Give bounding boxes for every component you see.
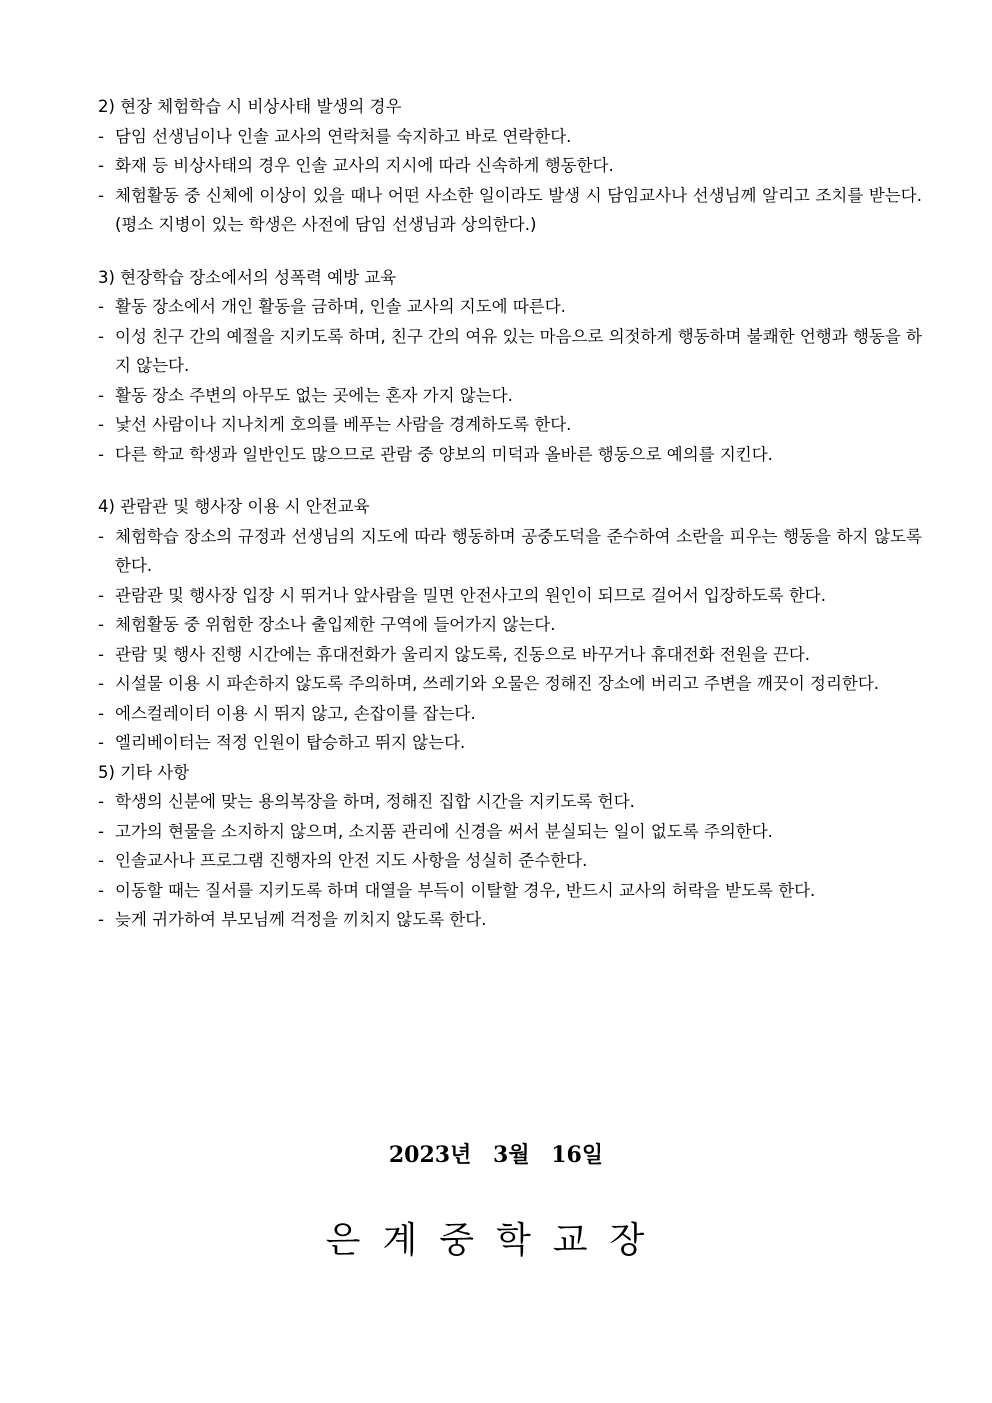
list-item: - 늦게 귀가하여 부모님께 걱정을 끼치지 않도록 한다. <box>96 905 922 935</box>
list-item: - 고가의 현물을 소지하지 않으며, 소지품 관리에 신경을 써서 분실되는 일이 없도록 주의한다. <box>96 817 922 847</box>
section-heading: 3) 현장학습 장소에서의 성폭력 예방 교육 <box>98 267 397 287</box>
list-item: - 다른 학교 학생과 일반인도 많으므로 관람 중 양보의 미덕과 올바른 행동으로 예의를 지킨다. <box>96 440 922 470</box>
section-venue-safety <box>96 492 922 758</box>
bullet-dash: - <box>98 526 104 546</box>
school-principal-signature: 은계중학교장 <box>325 1220 667 1261</box>
bullet-dash: - <box>98 326 104 346</box>
list-item: - 담임 선생님이나 인솔 교사의 연락처를 숙지하고 바로 연락한다. <box>96 122 922 152</box>
list-item: - 에스컬레이터 이용 시 뛰지 않고, 손잡이를 잡는다. <box>96 699 922 729</box>
bullet-dash: - <box>98 126 104 146</box>
list-item: - 체험학습 장소의 규정과 선생님의 지도에 따라 행동하며 공중도덕을 준수하여 소란을 피우는 행동을 하지 않도록 한다. <box>96 522 922 581</box>
bullet-dash: - <box>98 880 104 900</box>
bullet-dash: - <box>98 851 104 870</box>
bullet-dash: - <box>98 615 104 634</box>
list-item: - 체험활동 중 신체에 이상이 있을 때나 어떤 사소한 일이라도 발생 시 담임교사나 선생님께 알리고 조치를 받는다. (평소 지병이 있는 학생은 사전에 담임 선생님과 상의한다.) <box>96 181 922 240</box>
list-item: - 낯선 사람이나 지나치게 호의를 베푸는 사람을 경계하도록 한다. <box>96 410 922 440</box>
list-item: - 이성 친구 간의 예절을 지키도록 하며, 친구 간의 여유 있는 마음으로 의젓하게 행동하며 불쾌한 언행과 행동을 하지 않는다. <box>96 322 922 381</box>
list-item: - 이동할 때는 질서를 지키도록 하며 대열을 부득이 이탈할 경우, 반드시 교사의 허락을 받도록 한다. <box>96 876 922 906</box>
list-item: - 학생의 신분에 맞는 용의복장을 하며, 정해진 집합 시간을 지키도록 헌다. <box>96 787 922 817</box>
section-heading: 4) 관람관 및 행사장 이용 시 안전교육 <box>98 497 370 516</box>
list-item: - 화재 등 비상사태의 경우 인솔 교사의 지시에 따라 신속하게 행동한다. <box>96 151 922 181</box>
bullet-dash: - <box>98 585 104 605</box>
bullet-dash: - <box>98 185 104 205</box>
section-heading: 5) 기타 사항 <box>98 762 190 782</box>
list-item: - 활동 장소 주변의 아무도 없는 곳에는 혼자 가지 않는다. <box>96 381 922 411</box>
list-item: - 엘리베이터는 적정 인원이 탑승하고 뛰지 않는다. <box>96 728 922 758</box>
section-emergency <box>96 92 922 240</box>
bullet-dash: - <box>98 297 104 316</box>
section-violence-prevention <box>96 263 922 470</box>
document-date: 2023년 3월 16일 <box>388 1142 604 1168</box>
bullet-dash: - <box>98 821 104 841</box>
list-item: - 체험활동 중 위험한 장소나 출입제한 구역에 들어가지 않는다. <box>96 610 922 640</box>
section-misc <box>96 758 922 935</box>
bullet-dash: - <box>98 444 104 464</box>
list-item: - 인솔교사나 프로그램 진행자의 안전 지도 사항을 성실히 준수한다. <box>96 846 922 876</box>
list-item: - 시설물 이용 시 파손하지 않도록 주의하며, 쓰레기와 오물은 정해진 장소에 버리고 주변을 깨끗이 정리한다. <box>96 669 922 699</box>
bullet-dash: - <box>98 156 104 175</box>
list-item: - 관람 및 행사 진행 시간에는 휴대전화가 울리지 않도록, 진동으로 바꾸거나 휴대전화 전원을 끈다. <box>96 640 922 670</box>
bullet-dash: - <box>98 910 104 929</box>
list-item: - 활동 장소에서 개인 활동을 금하며, 인솔 교사의 지도에 따른다. <box>96 292 922 322</box>
list-item: - 관람관 및 행사장 입장 시 뛰거나 앞사람을 밀면 안전사고의 원인이 되므로 걸어서 입장하도록 한다. <box>96 581 922 611</box>
bullet-dash: - <box>98 644 104 664</box>
bullet-dash: - <box>98 415 104 434</box>
bullet-dash: - <box>98 385 104 405</box>
bullet-dash: - <box>98 703 104 723</box>
document-body <box>96 92 922 958</box>
bullet-dash: - <box>98 792 104 811</box>
bullet-dash: - <box>98 733 104 752</box>
bullet-dash: - <box>98 674 104 693</box>
section-heading: 2) 현장 체험학습 시 비상사태 발생의 경우 <box>98 97 402 116</box>
